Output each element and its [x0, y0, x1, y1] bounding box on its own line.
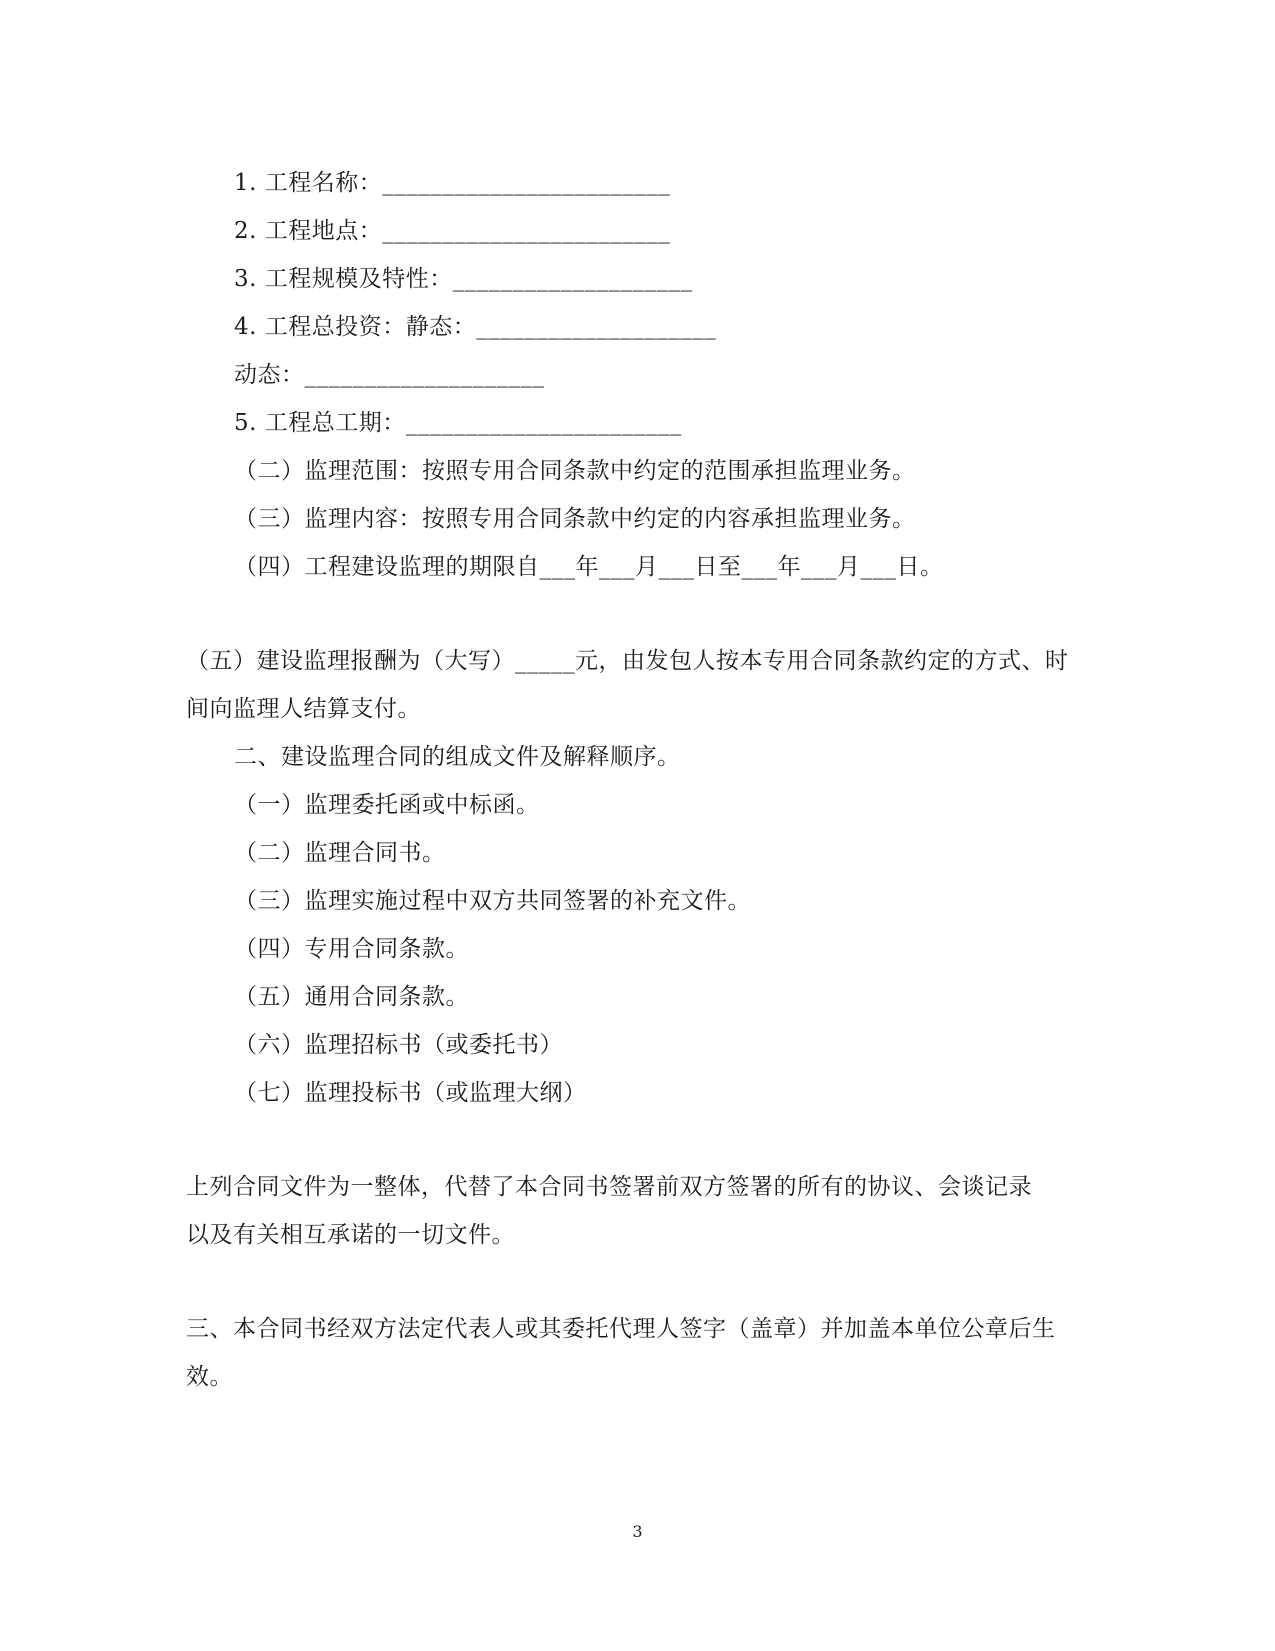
- effectiveness-line-2: 效。: [186, 1364, 233, 1390]
- whole-contract-line-1: 上列合同文件为一整体，代替了本合同书签署前双方签署的所有的协议、会谈记录: [186, 1174, 1032, 1200]
- page-number: 3: [632, 1522, 643, 1541]
- supervision-content-line: （三）监理内容：按照专用合同条款中约定的内容承担监理业务。: [234, 506, 916, 532]
- project-name-line: 1. 工程名称：________________________: [234, 170, 671, 196]
- project-scale-line: 3. 工程规模及特性：____________________: [234, 266, 693, 292]
- remuneration-line-1: （五）建设监理报酬为（大写）_____元，由发包人按本专用合同条款约定的方式、时: [186, 648, 1069, 674]
- document-item-5: （五）通用合同条款。: [234, 984, 469, 1010]
- document-item-4: （四）专用合同条款。: [234, 936, 469, 962]
- document-item-1: （一）监理委托函或中标函。: [234, 792, 540, 818]
- remuneration-line-2: 间向监理人结算支付。: [186, 696, 421, 722]
- project-investment-static-line: 4. 工程总投资：静态：____________________: [234, 314, 717, 340]
- document-item-6: （六）监理招标书（或委托书）: [234, 1032, 563, 1058]
- document-item-3: （三）监理实施过程中双方共同签署的补充文件。: [234, 888, 751, 914]
- section-two-heading: 二、建设监理合同的组成文件及解释顺序。: [234, 744, 681, 770]
- supervision-period-line: （四）工程建设监理的期限自___年___月___日至___年___月___日。: [234, 554, 944, 580]
- effectiveness-line-1: 三、本合同书经双方法定代表人或其委托代理人签字（盖章）并加盖本单位公章后生: [186, 1316, 1056, 1342]
- document-item-7: （七）监理投标书（或监理大纲）: [234, 1080, 587, 1106]
- whole-contract-line-2: 以及有关相互承诺的一切文件。: [186, 1222, 515, 1248]
- supervision-scope-line: （二）监理范围：按照专用合同条款中约定的范围承担监理业务。: [234, 458, 916, 484]
- project-location-line: 2. 工程地点：________________________: [234, 218, 671, 244]
- document-item-2: （二）监理合同书。: [234, 840, 446, 866]
- project-duration-line: 5. 工程总工期：_______________________: [234, 410, 682, 436]
- project-investment-dynamic-line: 动态：____________________: [234, 362, 545, 388]
